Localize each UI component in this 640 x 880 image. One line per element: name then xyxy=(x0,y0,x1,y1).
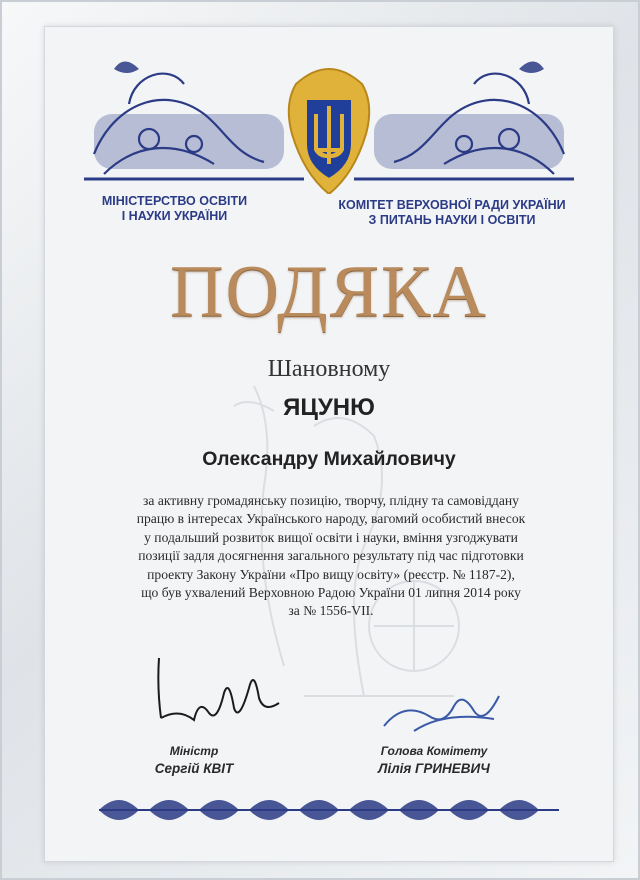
body-line: за № 1556-VII. xyxy=(288,603,374,619)
acknowledgement-text xyxy=(108,492,554,621)
ministry-name-line1: МІНІСТЕРСТВО ОСВІТИ xyxy=(101,194,248,208)
bottom-ornament xyxy=(99,790,559,830)
minister-role: Міністр xyxy=(169,744,219,758)
certificate-sheet xyxy=(44,26,614,862)
committee-head-name: Лілія ГРИНЕВИЧ xyxy=(378,761,490,776)
certificate-title: ПОДЯКА xyxy=(170,251,488,333)
recipient-surname: ЯЦУНЮ xyxy=(283,394,375,421)
body-line: за активну громадянську позицію, творчу, плідну та самовіддану xyxy=(143,493,519,508)
minister-signature xyxy=(139,638,289,738)
recipient-given-names: Олександру Михайловичу xyxy=(202,448,456,470)
body-line: позиції задля досягнення загального результату під час підготовки xyxy=(138,548,524,564)
committee-name-line1: КОМІТЕТ ВЕРХОВНОЇ РАДИ УКРАЇНИ xyxy=(338,198,566,212)
ministry-name-line2: І НАУКИ УКРАЇНИ xyxy=(121,209,228,223)
committee-head-signature-block xyxy=(369,744,499,776)
body-line: проекту Закону України «Про вищу освіту» (реєстр. № 1187-2), xyxy=(147,566,515,582)
committee-head-signature xyxy=(374,671,514,751)
committee-head-role: Голова Комітету xyxy=(380,744,488,758)
committee-name-line2: З ПИТАНЬ НАУКИ І ОСВІТИ xyxy=(368,213,536,227)
top-ornament xyxy=(74,44,584,194)
minister-name: Сергій КВІТ xyxy=(154,761,234,776)
body-line: працю в інтересах Українського народу, вагомий особистий внесок xyxy=(136,511,526,527)
committee-name xyxy=(327,198,577,228)
salutation: Шановному xyxy=(267,356,391,382)
body-line: що був ухвалений Верховною Радою України 01 липня 2014 року xyxy=(141,585,521,601)
trident-coat-of-arms-icon xyxy=(289,69,369,194)
ministry-name xyxy=(92,194,257,224)
body-line: у подальший розвиток вищої освіти і науки, вміння узгоджувати xyxy=(144,529,518,545)
minister-signature-block xyxy=(144,744,244,776)
